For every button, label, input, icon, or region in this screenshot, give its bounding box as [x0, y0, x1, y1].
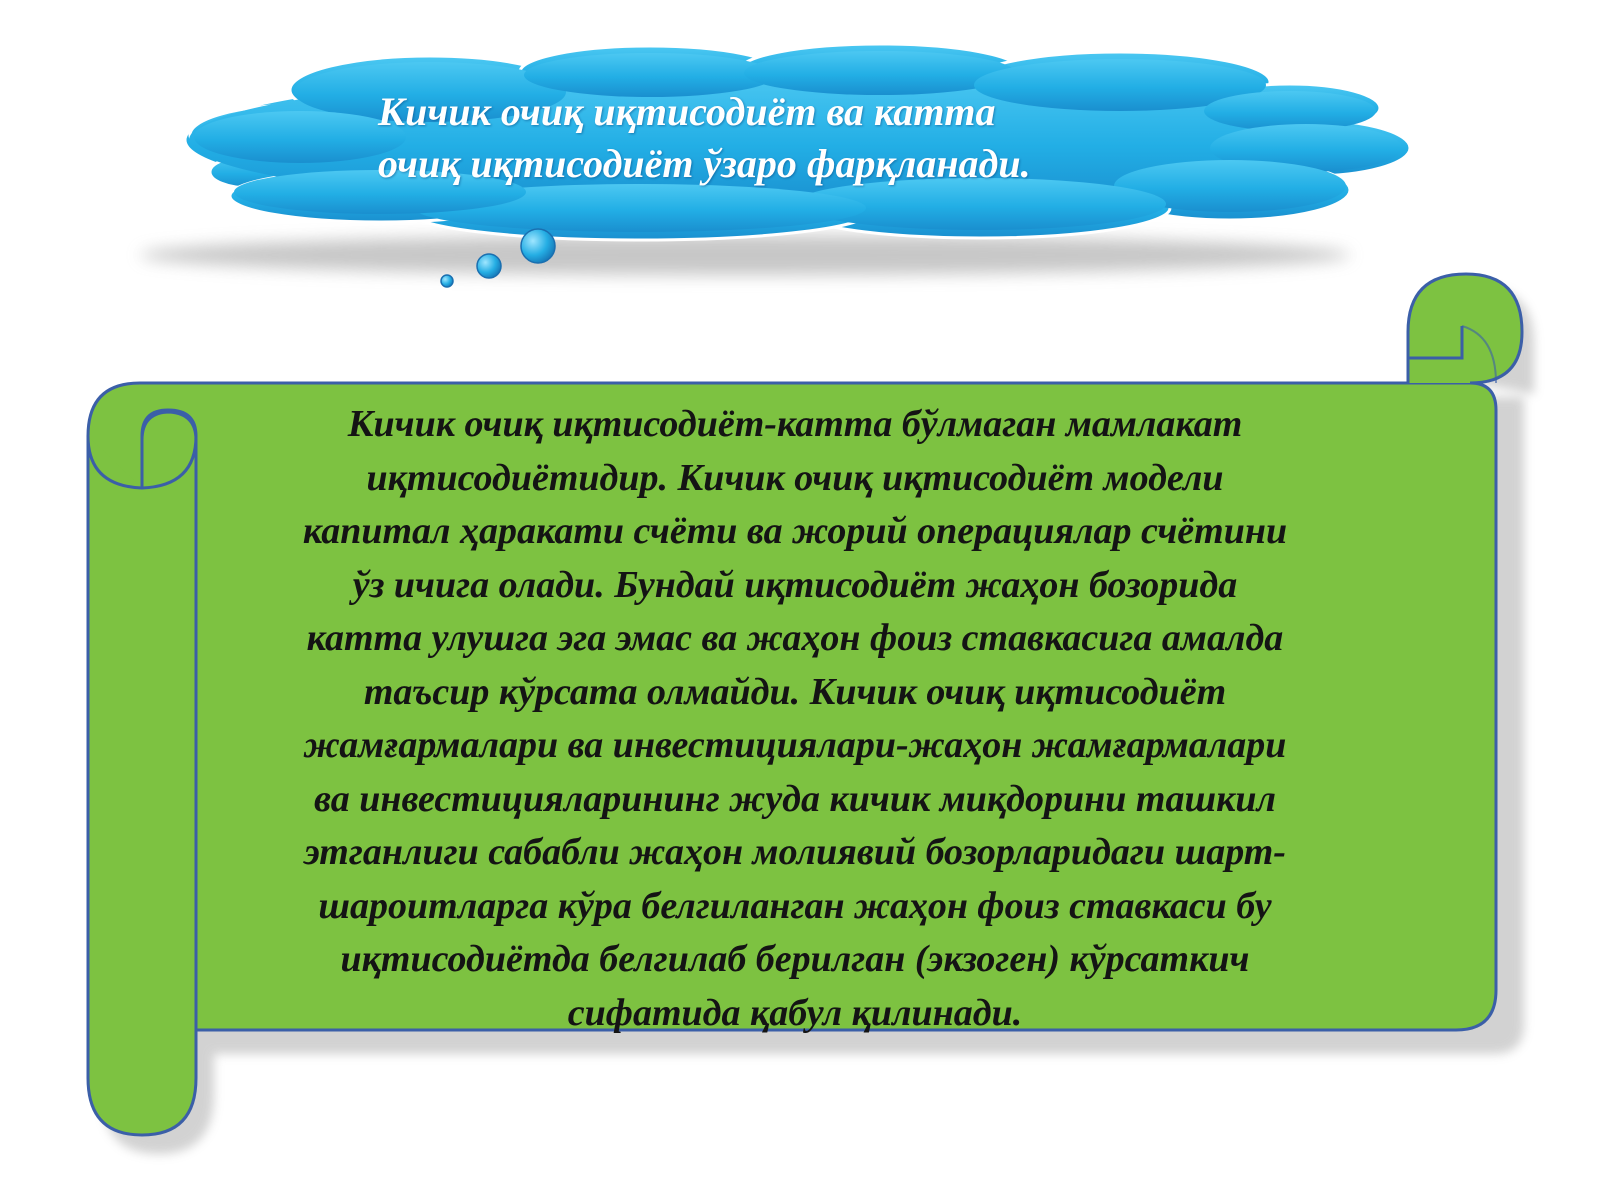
cloud-shadow [140, 235, 1350, 275]
scroll-line: иқтисодиётда белгилаб берилган (экзоген) кўрсаткич [340, 938, 1250, 980]
scroll-line: капитал ҳаракати счёти ва жорий операциялар счётини [302, 510, 1288, 552]
scroll-paragraph [205, 398, 1385, 1040]
thought-dot-medium [477, 254, 501, 278]
scroll-line: Кичик очиқ иқтисодиёт-катта бўлмаган мамлакат [347, 403, 1243, 445]
scroll-line: ва инвестицияларининг жуда кичик миқдорини ташкил [314, 777, 1276, 820]
scroll-line: иқтисодиётидир. Кичик очиқ иқтисодиёт модели [366, 456, 1224, 499]
scroll-line: сифатида қабул қилинади. [567, 991, 1023, 1034]
thought-dot-large [521, 229, 555, 263]
scroll-line: ўз ичига олади. Бундай иқтисодиёт жаҳон бозорида [352, 563, 1238, 606]
scroll-line: этганлиги сабабли жаҳон молиявий бозорларидаги шарт- [304, 831, 1286, 873]
scroll-line: катта улушга эга эмас ва жаҳон фоиз ставкасига амалда [306, 617, 1284, 659]
scroll-curl-top-right [1408, 274, 1522, 383]
thought-dot-small [441, 275, 453, 287]
thought-bubble-line: очиқ иқтисодиёт ўзаро фарқланади. [378, 141, 1031, 186]
scroll-line: жамғармалари ва инвестициялари-жаҳон жамғармалари [303, 724, 1287, 766]
scroll-line: таъсир кўрсата олмайди. Кичик очиқ иқтисодиёт [363, 670, 1227, 713]
thought-bubble-line: Кичик очиқ иқтисодиёт ва катта [378, 89, 996, 134]
scroll-line: шароитларга кўра белгиланган жаҳон фоиз ставкаси бу [318, 884, 1272, 927]
thought-bubble-text [378, 86, 1138, 190]
